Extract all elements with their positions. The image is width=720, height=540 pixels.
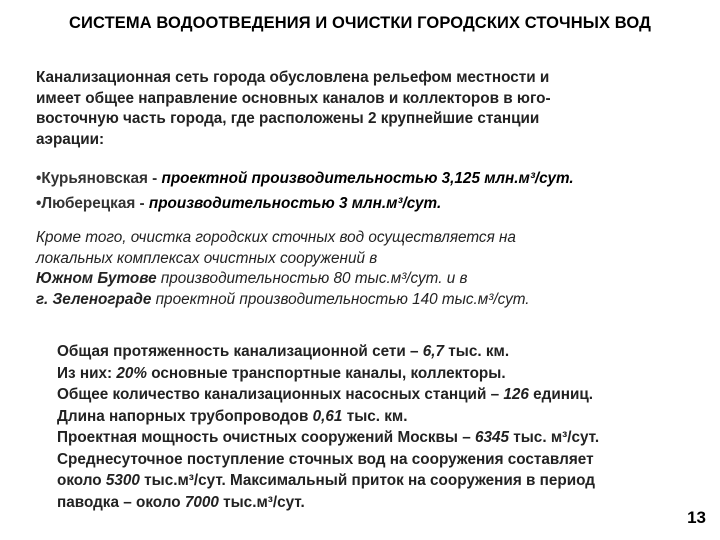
stat-line <box>57 363 707 385</box>
stat-value: 7000 <box>184 493 219 511</box>
stat-line: Среднесуточное поступление сточных вод на сооружения составляет <box>57 450 594 468</box>
stat-value: 6345 <box>474 429 509 446</box>
paragraph-line <box>36 290 686 311</box>
intro-paragraph <box>36 68 696 150</box>
stat-text: основные транспортные каналы, коллекторы. <box>146 364 506 382</box>
station-name: •Люберецкая - <box>36 195 149 212</box>
list-item <box>36 166 706 191</box>
city-prefix: г. <box>36 290 53 308</box>
stat-text: Длина напорных трубопроводов <box>57 407 313 425</box>
stat-line <box>57 341 707 363</box>
district-name: Зеленограде <box>52 290 152 308</box>
district-capacity: проектной производительностью 140 тыс.м³/сут. <box>151 290 530 308</box>
stat-line <box>57 427 707 449</box>
stat-text: Общая протяженность канализационной сети – <box>57 343 423 360</box>
stat-text: Проектная мощность очистных сооружений Москвы – <box>57 429 475 446</box>
stat-value: 20% <box>116 364 147 382</box>
stat-value: 5300 <box>105 472 140 489</box>
stat-text: около <box>57 472 106 489</box>
page-number: 13 <box>687 508 706 527</box>
stat-text: Общее количество канализационных насосных станций – <box>57 386 504 403</box>
intro-line: аэрации: <box>36 130 105 148</box>
stat-value: 6,7 <box>422 343 445 360</box>
stat-text: тыс. м³/сут. <box>509 429 600 446</box>
stat-text: тыс. км. <box>342 407 408 425</box>
stat-line <box>57 406 707 428</box>
district-name: Южном Бутове <box>36 270 157 287</box>
stat-text: тыс.м³/сут. <box>218 493 305 511</box>
paragraph-line <box>36 269 686 290</box>
stat-value: 0,61 <box>312 407 343 425</box>
stat-text: единиц. <box>528 386 594 403</box>
intro-line: Канализационная сеть города обусловлена рельефом местности и <box>36 69 550 86</box>
local-facilities-paragraph <box>36 228 686 310</box>
paragraph-line: локальных комплексах очистных сооружений в <box>36 249 378 267</box>
list-item <box>36 191 706 216</box>
stat-line <box>57 492 707 514</box>
stat-value: 126 <box>503 386 529 403</box>
district-capacity: производительностью 80 тыс.м³/сут. и в <box>156 270 468 287</box>
intro-line: восточную часть города, где расположены 2 крупнейшие станции <box>36 110 540 127</box>
page-title: СИСТЕМА ВОДООТВЕДЕНИЯ И ОЧИСТКИ ГОРОДСКИХ СТОЧНЫХ ВОД <box>69 14 651 32</box>
stat-line <box>57 470 707 492</box>
stat-text: паводка – около <box>57 493 185 511</box>
station-capacity: проектной производительностью 3,125 млн.м³/сут. <box>161 170 574 187</box>
stations-list <box>36 166 706 216</box>
stat-text: тыс. км. <box>444 343 510 360</box>
intro-line: имеет общее направление основных каналов и коллекторов в юго- <box>36 89 551 107</box>
stat-text: тыс.м³/сут. Максимальный приток на сооружения в период <box>139 472 596 489</box>
paragraph-line: Кроме того, очистка городских сточных вод осуществляется на <box>36 229 516 246</box>
stat-text: Из них: <box>57 364 117 382</box>
stat-line <box>57 384 707 406</box>
station-name: •Курьяновская - <box>36 170 162 187</box>
statistics-paragraph <box>57 341 707 513</box>
station-capacity: производительностью 3 млн.м³/сут. <box>148 195 442 212</box>
